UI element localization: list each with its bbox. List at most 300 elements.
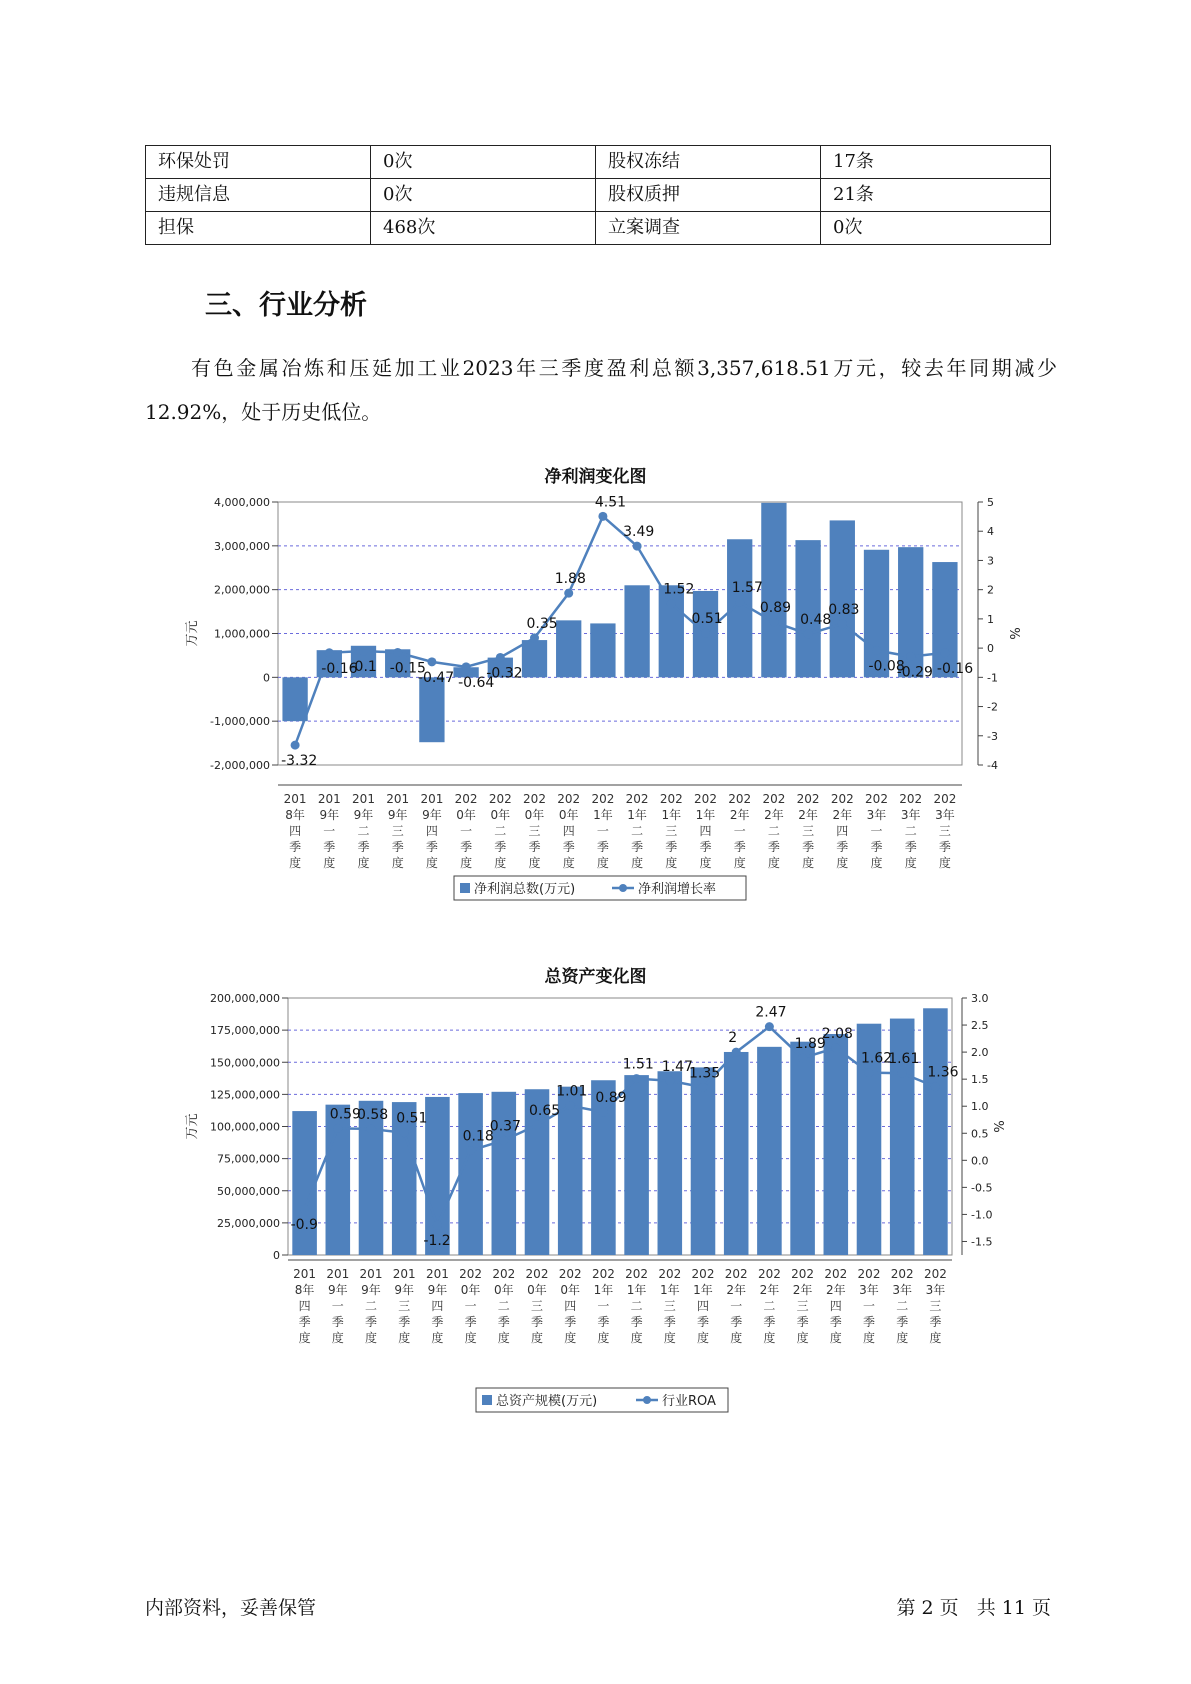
x-tick-label: 201: [352, 792, 375, 806]
x-tick-label: 202: [933, 792, 957, 806]
x-tick-label: 202: [796, 792, 820, 806]
x-tick-label: 1年: [661, 808, 682, 822]
line-point: [632, 1074, 641, 1083]
x-tick-label: 一: [870, 824, 883, 838]
x-tick-label: 二: [364, 1299, 378, 1313]
line-point: [769, 618, 778, 627]
x-tick-label: 三: [802, 824, 815, 838]
x-tick-label: 3年: [925, 1283, 946, 1297]
x-tick-label: 202: [691, 1267, 715, 1281]
x-tick-label: 度: [665, 856, 678, 870]
x-tick-label: 季: [904, 840, 917, 854]
x-tick-label: 201: [386, 792, 410, 806]
x-tick-label: 二: [357, 824, 370, 838]
data-label: 1.52: [663, 581, 695, 598]
x-tick-label: 9年: [319, 808, 340, 822]
x-tick-label: 度: [696, 1331, 710, 1345]
bar: [419, 677, 444, 742]
x-tick-label: 季: [862, 1315, 876, 1329]
x-tick-label: 季: [938, 840, 951, 854]
data-label: 1.36: [927, 1064, 959, 1081]
x-tick-label: 一: [596, 824, 609, 838]
x-tick-label: 四: [289, 824, 302, 838]
y-tick-label: 175,000,000: [210, 1024, 280, 1038]
x-tick-label: 202: [890, 1267, 914, 1281]
x-tick-label: 季: [767, 840, 780, 854]
x-tick-label: 度: [528, 856, 541, 870]
data-label: 3.49: [623, 524, 655, 541]
x-tick-label: 季: [331, 1315, 344, 1329]
x-tick-label: 202: [659, 792, 683, 806]
x-tick-label: 三: [528, 824, 541, 838]
line-point: [400, 1128, 409, 1137]
x-tick-label: 度: [630, 1331, 643, 1345]
x-tick-label: 度: [289, 856, 302, 870]
line-point: [765, 1022, 774, 1031]
table-cell: 0次: [371, 146, 596, 179]
x-tick-label: 三: [391, 824, 404, 838]
line-point: [831, 1043, 840, 1052]
x-tick-label: 季: [298, 1315, 311, 1329]
legend-bar-swatch: [482, 1395, 492, 1405]
x-tick-label: 季: [699, 840, 712, 854]
data-label: 1.62: [861, 1050, 893, 1067]
y2-tick-label: 2.5: [971, 1019, 989, 1033]
x-tick-label: 二: [767, 824, 780, 838]
x-tick-label: 季: [398, 1315, 411, 1329]
x-tick-label: 202: [923, 1267, 947, 1281]
legend-bar-label: 净利润总数(万元): [474, 882, 576, 897]
line-point: [931, 1082, 940, 1091]
table-cell: 0次: [371, 179, 596, 212]
x-tick-label: 202: [899, 792, 923, 806]
x-tick-label: 202: [492, 1267, 516, 1281]
x-tick-label: 二: [630, 1299, 643, 1313]
x-tick-label: 202: [591, 1267, 615, 1281]
x-tick-label: 201: [293, 1267, 317, 1281]
y-tick-label: 125,000,000: [210, 1088, 280, 1102]
x-tick-label: 季: [829, 1315, 842, 1329]
line-point: [533, 1121, 542, 1130]
x-tick-label: 三: [398, 1299, 411, 1313]
x-tick-label: 二: [896, 1299, 909, 1313]
x-tick-label: 3年: [866, 808, 887, 822]
line-point: [872, 646, 881, 655]
line-point: [798, 1054, 807, 1063]
legend-line-label: 行业ROA: [662, 1394, 716, 1409]
x-tick-label: 度: [364, 1331, 378, 1345]
line-point: [699, 1083, 708, 1092]
x-tick-label: 季: [763, 1315, 776, 1329]
x-tick-label: 度: [331, 1331, 344, 1345]
x-tick-label: 202: [525, 1267, 549, 1281]
x-tick-label: 2年: [832, 808, 853, 822]
x-tick-label: 度: [357, 856, 370, 870]
table-cell: 立案调查: [596, 212, 821, 245]
x-tick-label: 季: [364, 1315, 378, 1329]
line-point: [599, 1108, 608, 1117]
y2-tick-label: -0.5: [971, 1181, 993, 1195]
x-tick-label: 202: [557, 792, 581, 806]
x-tick-label: 202: [728, 792, 752, 806]
x-tick-label: 度: [464, 1331, 477, 1345]
x-tick-label: 四: [564, 1299, 577, 1313]
data-label: 1.61: [888, 1051, 920, 1068]
x-tick-label: 201: [425, 1267, 449, 1281]
x-tick-label: 四: [836, 824, 849, 838]
line-point: [333, 1124, 342, 1133]
bar: [590, 623, 615, 677]
x-tick-label: 度: [298, 1331, 311, 1345]
line-point: [732, 1048, 741, 1057]
x-tick-label: 0年: [460, 1283, 481, 1297]
x-tick-label: 1年: [693, 1283, 713, 1297]
data-label: 0.58: [357, 1106, 389, 1123]
x-tick-label: 9年: [394, 1283, 415, 1297]
bar: [659, 585, 684, 677]
x-tick-label: 8年: [294, 1283, 315, 1297]
x-tick-label: 四: [829, 1299, 842, 1313]
x-tick-label: 四: [696, 1299, 710, 1313]
x-tick-label: 9年: [327, 1283, 348, 1297]
x-tick-label: 四: [298, 1299, 311, 1313]
data-label: 1.01: [556, 1083, 588, 1100]
line-point: [393, 648, 402, 657]
bar: [658, 1071, 683, 1255]
x-tick-label: 季: [431, 1315, 444, 1329]
x-tick-label: 8年: [285, 808, 305, 822]
x-tick-label: 三: [938, 824, 951, 838]
y-tick-label: 150,000,000: [210, 1056, 280, 1070]
risk-info-table: [145, 145, 1051, 245]
x-tick-label: 0年: [558, 808, 579, 822]
y-tick-label: 100,000,000: [210, 1120, 280, 1134]
x-tick-label: 四: [562, 824, 575, 838]
line-point: [325, 648, 334, 657]
x-tick-label: 度: [699, 856, 712, 870]
y-axis-label: 万元: [185, 620, 200, 647]
x-tick-label: 三: [530, 1299, 544, 1313]
x-tick-label: 度: [938, 856, 951, 870]
y2-tick-label: -4: [987, 759, 998, 772]
legend-line-marker: [643, 1396, 651, 1404]
data-label: -0.9: [290, 1217, 318, 1234]
line-point: [367, 1124, 376, 1133]
x-tick-label: 1年: [593, 1283, 614, 1297]
table-cell: 股权质押: [596, 179, 821, 212]
x-tick-label: 度: [398, 1331, 411, 1345]
x-tick-label: 度: [802, 856, 815, 870]
x-tick-label: 202: [865, 792, 888, 806]
data-label: -0.16: [321, 660, 358, 677]
x-tick-label: 3年: [892, 1283, 913, 1297]
x-tick-label: 度: [494, 856, 507, 870]
x-tick-label: 二: [631, 824, 644, 838]
y-tick-label: -1,000,000: [210, 715, 270, 729]
x-tick-label: 季: [802, 840, 815, 854]
table-row: [146, 146, 1051, 179]
data-label: 2.47: [755, 1004, 787, 1021]
x-tick-label: 季: [497, 1315, 510, 1329]
y2-tick-label: 0.0: [971, 1154, 989, 1168]
data-label: 0.65: [529, 1103, 561, 1120]
x-tick-label: 季: [597, 1315, 610, 1329]
data-label: -0.32: [486, 665, 523, 682]
x-tick-label: 202: [488, 792, 512, 806]
x-tick-label: 季: [730, 1315, 743, 1329]
x-tick-label: 季: [733, 840, 746, 854]
x-tick-label: 202: [523, 792, 546, 806]
y2-tick-label: -3: [987, 729, 998, 743]
line-point: [735, 598, 744, 607]
data-label: 4.51: [594, 494, 627, 511]
line-point: [466, 1146, 475, 1155]
x-tick-label: 201: [317, 792, 341, 806]
x-tick-label: 201: [326, 1267, 350, 1281]
legend-line-marker: [619, 884, 627, 892]
x-tick-label: 202: [830, 792, 854, 806]
x-tick-label: 9年: [387, 808, 408, 822]
chart-title-total-assets: 总资产变化图: [544, 967, 647, 987]
x-tick-label: 季: [323, 840, 336, 854]
y2-tick-label: -1.5: [971, 1235, 993, 1249]
x-tick-label: 三: [929, 1299, 942, 1313]
y2-tick-label: 0: [987, 642, 994, 656]
x-tick-label: 四: [431, 1299, 444, 1313]
data-label: 0.51: [691, 611, 723, 628]
x-tick-label: 0年: [456, 808, 476, 822]
bar: [425, 1097, 450, 1255]
x-tick-label: 1年: [626, 1283, 647, 1297]
footer-page-number: 第 2 页 共 11 页: [896, 1597, 1051, 1619]
x-tick-label: 度: [631, 856, 644, 870]
y-tick-label: 4,000,000: [214, 496, 270, 509]
bar: [830, 520, 855, 677]
x-tick-label: 季: [596, 840, 609, 854]
x-tick-label: 度: [562, 856, 575, 870]
x-tick-label: 2年: [798, 808, 818, 822]
data-label: 1.88: [554, 571, 586, 588]
legend-bar-swatch: [460, 883, 470, 893]
x-tick-label: 度: [323, 856, 336, 870]
x-tick-label: 度: [596, 856, 609, 870]
table-cell: 担保: [146, 212, 371, 245]
x-tick-label: 0年: [560, 1283, 581, 1297]
data-label: 0.18: [462, 1128, 494, 1145]
x-tick-label: 度: [597, 1331, 610, 1345]
x-tick-label: 201: [359, 1267, 383, 1281]
x-tick-label: 度: [796, 1331, 809, 1345]
bar: [824, 1034, 849, 1255]
x-tick-label: 三: [663, 1299, 676, 1313]
total-assets-chart: [0, 990, 1191, 1430]
y2-axis-label: %: [1009, 627, 1024, 640]
x-tick-label: 季: [665, 840, 678, 854]
bar: [591, 1080, 616, 1255]
x-tick-label: 1年: [695, 808, 716, 822]
line-point: [865, 1068, 874, 1077]
x-tick-label: 度: [870, 856, 883, 870]
y2-tick-label: 5: [987, 496, 994, 509]
bar: [790, 1042, 815, 1255]
data-label: 2: [728, 1030, 738, 1047]
data-label: 0.89: [759, 600, 792, 617]
x-tick-label: 一: [460, 824, 473, 838]
x-tick-label: 9年: [427, 1283, 448, 1297]
x-tick-label: 季: [836, 840, 849, 854]
x-tick-label: 0年: [490, 808, 511, 822]
line-point: [564, 589, 573, 598]
x-tick-label: 2年: [764, 808, 784, 822]
data-label: 1.51: [622, 1056, 654, 1073]
x-tick-label: 一: [331, 1299, 344, 1313]
x-tick-label: 季: [896, 1315, 909, 1329]
y-tick-label: 3,000,000: [214, 539, 270, 553]
section-title: 三、行业分析: [205, 290, 367, 321]
data-label: -0.64: [458, 674, 495, 691]
line-point: [633, 542, 642, 551]
y2-tick-label: 2.0: [971, 1046, 989, 1060]
analysis-paragraph: 有色金属冶炼和压延加工业2023年三季度盈利总额3,357,618.51万元，较去年同期减少12.92%，处于历史低位。: [145, 356, 1057, 424]
data-label: -0.29: [896, 664, 933, 681]
x-tick-label: 季: [870, 840, 883, 854]
x-tick-label: 二: [763, 1299, 776, 1313]
x-tick-label: 202: [757, 1267, 781, 1281]
bar: [292, 1111, 317, 1255]
x-tick-label: 二: [494, 824, 507, 838]
bar: [522, 640, 547, 677]
y-tick-label: 0: [263, 671, 270, 685]
data-label: -0.16: [936, 660, 974, 677]
x-tick-label: 3年: [859, 1283, 879, 1297]
x-tick-label: 度: [391, 856, 404, 870]
y2-tick-label: 1.0: [971, 1100, 989, 1114]
y-tick-label: 50,000,000: [217, 1184, 280, 1198]
y2-tick-label: 0.5: [971, 1127, 989, 1141]
data-label: 2.08: [821, 1025, 853, 1042]
x-tick-label: 202: [454, 792, 478, 806]
x-tick-label: 202: [762, 792, 786, 806]
x-tick-label: 度: [862, 1331, 876, 1345]
data-label: 0.59: [329, 1106, 361, 1123]
line-point: [701, 629, 710, 638]
data-label: -1.2: [423, 1233, 451, 1250]
x-tick-label: 一: [323, 824, 336, 838]
x-tick-label: 0年: [527, 1283, 547, 1297]
x-tick-label: 一: [862, 1299, 876, 1313]
data-label: 1.89: [794, 1036, 826, 1053]
data-label: -0.1: [349, 659, 377, 676]
line-point: [898, 1069, 907, 1078]
legend-bar-label: 总资产规模(万元): [496, 1394, 598, 1409]
x-tick-label: 季: [530, 1315, 544, 1329]
table-cell: 17条: [821, 146, 1051, 179]
y2-tick-label: 2: [987, 583, 994, 597]
bar: [757, 1047, 782, 1255]
line-point: [291, 741, 300, 750]
x-tick-label: 202: [658, 1267, 682, 1281]
x-tick-label: 202: [558, 1267, 582, 1281]
x-tick-label: 度: [425, 856, 438, 870]
x-tick-label: 季: [464, 1315, 477, 1329]
line-point: [598, 512, 607, 521]
line-point: [566, 1101, 575, 1110]
x-tick-label: 二: [904, 824, 917, 838]
x-tick-label: 2年: [825, 1283, 846, 1297]
x-tick-label: 度: [530, 1331, 544, 1345]
x-tick-label: 1年: [627, 808, 647, 822]
line-point: [906, 652, 915, 661]
x-tick-label: 一: [730, 1299, 743, 1313]
data-label: -3.32: [281, 753, 318, 770]
x-tick-label: 0年: [524, 808, 545, 822]
bar: [724, 1052, 749, 1255]
x-tick-label: 度: [497, 1331, 510, 1345]
x-tick-label: 201: [420, 792, 444, 806]
data-label: 1.57: [731, 580, 763, 597]
x-tick-label: 三: [665, 824, 678, 838]
bar: [761, 503, 786, 677]
x-tick-label: 一: [597, 1299, 610, 1313]
x-tick-label: 季: [425, 840, 438, 854]
x-tick-label: 9年: [422, 808, 442, 822]
x-tick-label: 季: [460, 840, 473, 854]
y-axis-label: 万元: [185, 1113, 200, 1140]
x-tick-label: 3年: [935, 808, 955, 822]
line-point: [359, 647, 368, 656]
line-point: [530, 633, 539, 642]
y-tick-label: 1,000,000: [214, 627, 270, 641]
x-tick-label: 季: [663, 1315, 676, 1329]
x-tick-label: 度: [836, 856, 849, 870]
x-tick-label: 202: [791, 1267, 815, 1281]
bar: [624, 585, 649, 677]
x-tick-label: 202: [694, 792, 717, 806]
x-tick-label: 度: [829, 1331, 842, 1345]
bar: [624, 1075, 649, 1255]
table-row: [146, 179, 1051, 212]
bar: [923, 1008, 948, 1255]
x-tick-label: 202: [724, 1267, 748, 1281]
x-tick-label: 季: [630, 1315, 643, 1329]
x-tick-label: 2年: [792, 1283, 813, 1297]
bar: [795, 540, 820, 677]
y2-tick-label: -1.0: [971, 1208, 993, 1222]
x-tick-label: 四: [425, 824, 438, 838]
line-point: [496, 653, 505, 662]
x-tick-label: 9年: [353, 808, 374, 822]
y-tick-label: -2,000,000: [210, 759, 270, 772]
chart-title-net-profit: 净利润变化图: [544, 467, 647, 487]
data-label: 0.48: [800, 612, 832, 629]
x-tick-label: 201: [392, 1267, 416, 1281]
line-point: [838, 619, 847, 628]
data-label: 0.89: [595, 1090, 627, 1107]
x-tick-label: 季: [391, 840, 404, 854]
x-tick-label: 季: [357, 840, 370, 854]
data-label: -0.08: [868, 658, 905, 675]
x-tick-label: 季: [562, 840, 575, 854]
x-tick-label: 季: [289, 840, 302, 854]
x-tick-label: 202: [857, 1267, 881, 1281]
x-tick-label: 度: [460, 856, 473, 870]
x-tick-label: 季: [564, 1315, 577, 1329]
x-tick-label: 季: [796, 1315, 809, 1329]
bar: [458, 1093, 483, 1255]
line-point: [499, 1136, 508, 1145]
bar: [492, 1092, 517, 1255]
table-cell: 违规信息: [146, 179, 371, 212]
